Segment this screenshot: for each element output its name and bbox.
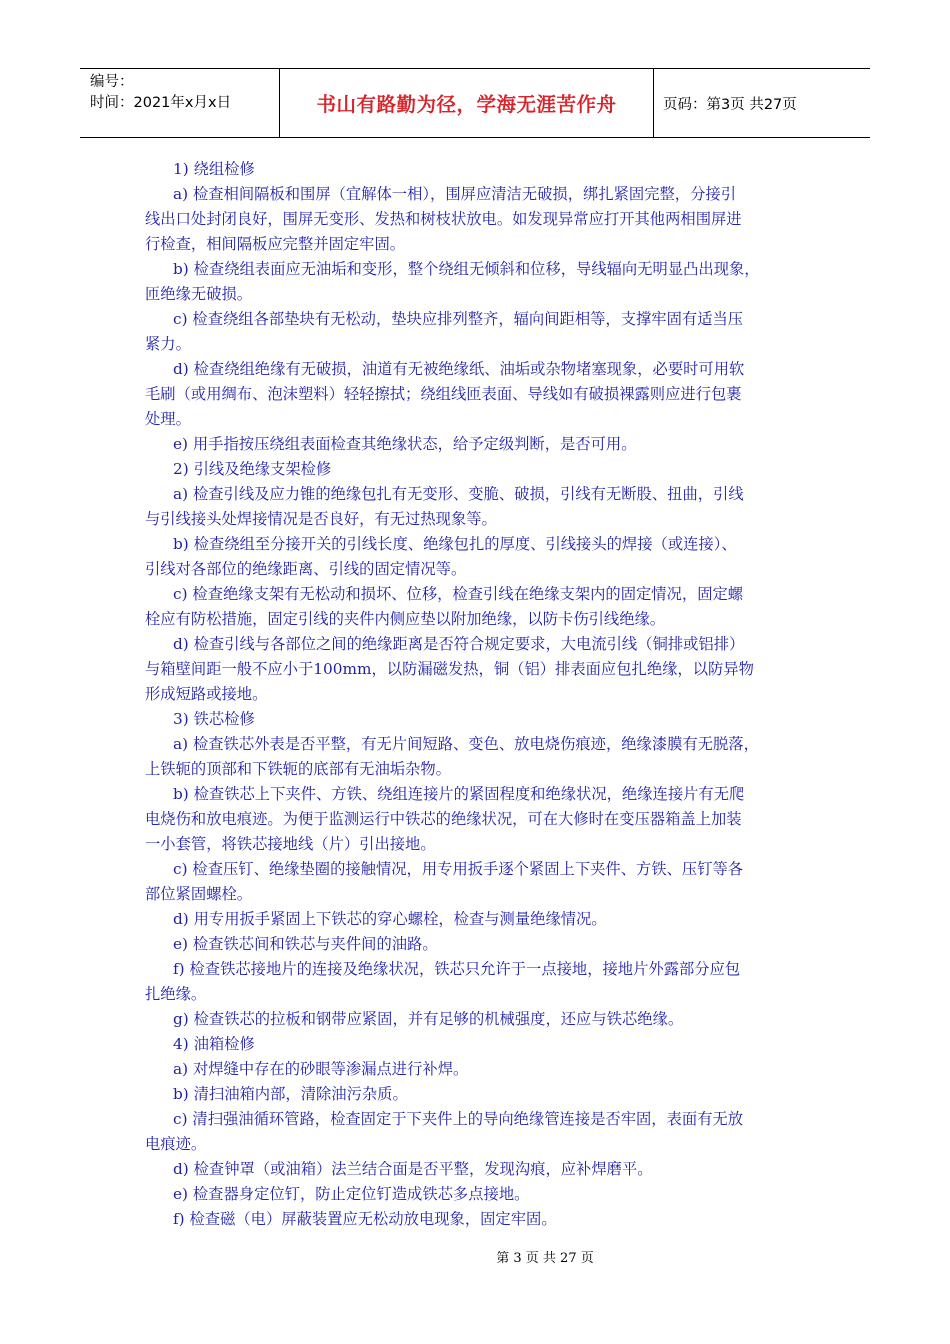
body-text-line: 行检查，相间隔板应完整并固定牢固。 [145, 235, 406, 253]
body-text-line: 栓应有防松措施，固定引线的夹件内侧应垫以附加绝缘，以防卡伤引线绝缘。 [145, 610, 666, 628]
body-text-line: c) 检查压钉、绝缘垫圈的接触情况，用专用扳手逐个紧固上下夹件、方铁、压钉等各 [173, 860, 744, 878]
body-text-line: d) 检查绕组绝缘有无破损，油道有无被绝缘纸、油垢或杂物堵塞现象，必要时可用软 [173, 360, 745, 378]
document-number-label: 编号： [90, 74, 134, 90]
footer-page-number: 第 3 页 共 27 页 [496, 1251, 594, 1266]
body-text-line: c) 清扫强油循环管路，检查固定于下夹件上的导向绝缘管连接是否牢固，表面有无放 [173, 1110, 744, 1128]
header-page-info: 页码：第3页 共27页 [663, 96, 797, 113]
body-text-line: d) 检查引线与各部位之间的绝缘距离是否符合规定要求，大电流引线（铜排或铝排） [173, 635, 745, 653]
body-text-line: c) 检查绝缘支架有无松动和损坏、位移，检查引线在绝缘支架内的固定情况，固定螺 [173, 585, 744, 603]
body-text-line: e) 用手指按压绕组表面检查其绝缘状态，给予定级判断，是否可用。 [173, 435, 637, 453]
body-text-line: 电烧伤和放电痕迹。为便于监测运行中铁芯的绝缘状况，可在大修时在变压器箱盖上加装 [145, 810, 742, 828]
body-text-line: 1) 绕组检修 [173, 160, 255, 178]
body-text-line: g) 检查铁芯的拉板和钢带应紧固，并有足够的机械强度，还应与铁芯绝缘。 [173, 1010, 684, 1028]
body-text-line: 形成短路或接地。 [145, 685, 268, 703]
body-text-line: a) 检查引线及应力锥的绝缘包扎有无变形、变脆、破损，引线有无断股、扭曲，引线 [173, 485, 744, 503]
body-text-line: f) 检查铁芯接地片的连接及绝缘状况，铁芯只允许于一点接地，接地片外露部分应包 [173, 960, 741, 978]
body-text-line: 4) 油箱检修 [173, 1035, 255, 1053]
body-text-line: f) 检查磁（电）屏蔽装置应无松动放电现象，固定牢固。 [173, 1210, 557, 1228]
body-text-line: 匝绝缘无破损。 [145, 285, 253, 303]
body-text-line: 紧力。 [145, 335, 191, 353]
body-text-line: b) 检查绕组表面应无油垢和变形，整个绕组无倾斜和位移，导线辐向无明显凸出现象， [173, 260, 760, 278]
body-text-line: 处理。 [145, 410, 191, 428]
document-date-label: 时间：2021年x月x日 [90, 95, 232, 111]
body-text-line: 3) 铁芯检修 [173, 710, 255, 728]
document-body [145, 157, 810, 1232]
body-text-line: 毛刷（或用绸布、泡沫塑料）轻轻擦拭；绕组线匝表面、导线如有破损裸露则应进行包裹 [145, 385, 742, 403]
body-text-line: 线出口处封闭良好，围屏无变形、发热和树枝状放电。如发现异常应打开其他两相围屏进 [145, 210, 742, 228]
body-text-line: a) 检查相间隔板和围屏（宜解体一相），围屏应清洁无破损，绑扎紧固完整，分接引 [173, 185, 736, 203]
body-text-line: d) 用专用扳手紧固上下铁芯的穿心螺栓，检查与测量绝缘情况。 [173, 910, 607, 928]
page-footer [0, 1247, 950, 1266]
body-text-line: b) 清扫油箱内部，清除油污杂质。 [173, 1085, 408, 1103]
body-text-line: c) 检查绕组各部垫块有无松动，垫块应排列整齐，辐向间距相等，支撑牢固有适当压 [173, 310, 744, 328]
body-text-line: 部位紧固螺栓。 [145, 885, 253, 903]
body-text-line: e) 检查铁芯间和铁芯与夹件间的油路。 [173, 935, 438, 953]
body-text-line: e) 检查器身定位钉，防止定位钉造成铁芯多点接地。 [173, 1185, 530, 1203]
body-text-line: d) 检查钟罩（或油箱）法兰结合面是否平整，发现沟痕，应补焊磨平。 [173, 1160, 653, 1178]
body-text-line: 电痕迹。 [145, 1135, 207, 1153]
header-meta-cell [80, 69, 280, 137]
body-text-line: 与箱壁间距一般不应小于100mm，以防漏磁发热，铜（铝）排表面应包扎绝缘，以防异物 [145, 660, 754, 678]
body-text-line: a) 对焊缝中存在的砂眼等渗漏点进行补焊。 [173, 1060, 469, 1078]
body-text-line: b) 检查绕组至分接开关的引线长度、绝缘包扎的厚度、引线接头的焊接（或连接）、 [173, 535, 737, 553]
body-text-line: a) 检查铁芯外表是否平整，有无片间短路、变色、放电烧伤痕迹，绝缘漆膜有无脱落， [173, 735, 759, 753]
body-text-line: b) 检查铁芯上下夹件、方铁、绕组连接片的紧固程度和绝缘状况，绝缘连接片有无爬 [173, 785, 745, 803]
header-table [80, 68, 870, 138]
body-text-line: 2) 引线及绝缘支架检修 [173, 460, 332, 478]
body-text-line: 上铁轭的顶部和下铁轭的底部有无油垢杂物。 [145, 760, 451, 778]
body-text-line: 一小套管，将铁芯接地线（片）引出接地。 [145, 835, 436, 853]
body-text-line: 与引线接头处焊接情况是否良好，有无过热现象等。 [145, 510, 497, 528]
body-text-line: 引线对各部位的绝缘距离、引线的固定情况等。 [145, 560, 467, 578]
body-text-line: 扎绝缘。 [145, 985, 207, 1003]
header-motto: 书山有路勤为径，学海无涯苦作舟 [280, 69, 654, 137]
